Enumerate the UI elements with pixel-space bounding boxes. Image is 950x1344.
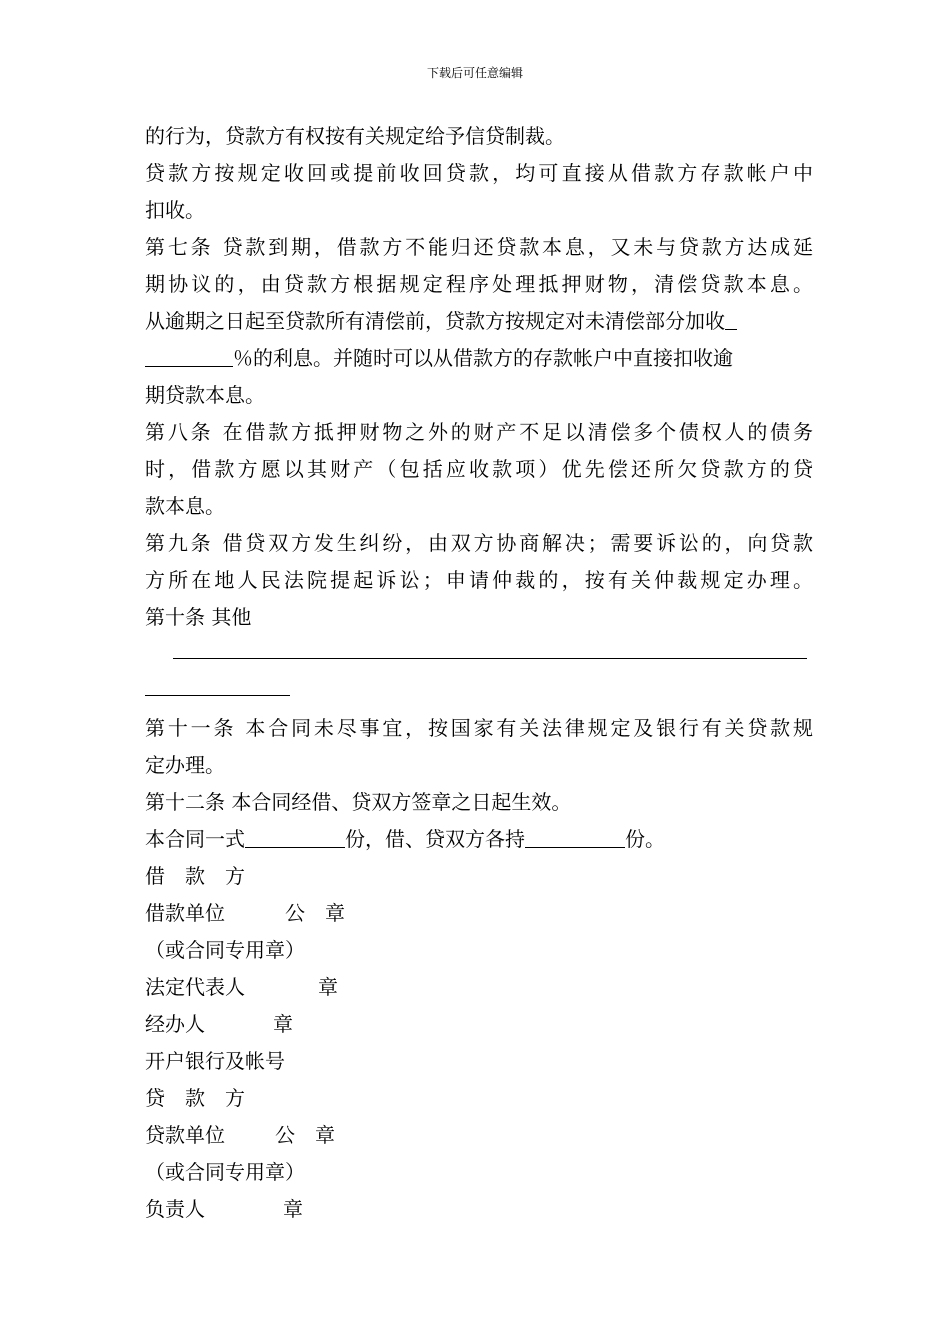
responsible-line — [145, 1191, 813, 1228]
article-10-line: 第十条 其他 — [145, 605, 252, 629]
paragraph-line: 时，借款方愿以其财产（包括应收款项）优先偿还所欠贷款方的贷 — [145, 457, 813, 481]
contract-body — [145, 118, 813, 1228]
page-header: 下载后可任意编辑 — [426, 66, 523, 80]
handler-line — [145, 1006, 813, 1043]
copies-text: 份。 — [625, 827, 665, 851]
paragraph-line — [145, 340, 813, 377]
borrower-seal-label: 公 章 — [285, 901, 345, 925]
responsible-seal-label: 章 — [283, 1197, 303, 1221]
each-party-copies-blank — [525, 827, 625, 848]
lender-unit-label: 贷款单位 — [145, 1123, 225, 1147]
borrower-unit-label: 借款单位 — [145, 901, 225, 925]
article-11-line: 第十一条 本合同未尽事宜，按国家有关法律规定及银行有关贷款规 — [145, 716, 813, 740]
paragraph-line: 期贷款本息。 — [145, 383, 265, 407]
legal-rep-line — [145, 969, 813, 1006]
borrower-unit-line — [145, 895, 813, 932]
paragraph-line: 方所在地人民法院提起诉讼；申请仲裁的，按有关仲裁规定办理。 — [145, 568, 813, 592]
borrower-heading: 借 款 方 — [145, 864, 245, 888]
handler-label: 经办人 — [145, 1012, 205, 1036]
contract-seal-note: （或合同专用章） — [145, 1160, 305, 1184]
handler-seal-label: 章 — [273, 1012, 293, 1036]
total-copies-blank — [245, 827, 345, 848]
blank-rule — [145, 695, 290, 696]
paragraph-line: 贷款方按规定收回或提前收回贷款，均可直接从借款方存款帐户中 — [145, 161, 813, 185]
other-terms-blank-line — [145, 636, 813, 673]
paragraph-line: 期协议的，由贷款方根据规定程序处理抵押财物，清偿贷款本息。 — [145, 272, 813, 296]
paragraph-text: ％的利息。并随时可以从借款方的存款帐户中直接扣收逾 — [233, 346, 733, 370]
blank-rule — [173, 658, 807, 659]
interest-rate-blank — [145, 346, 233, 367]
paragraph-line: 定办理。 — [145, 753, 225, 777]
article-7-line: 第七条 贷款到期，借款方不能归还贷款本息，又未与贷款方达成延 — [145, 235, 813, 259]
article-12-line: 第十二条 本合同经借、贷双方签章之日起生效。 — [145, 790, 572, 814]
paragraph-text: 从逾期之日起至贷款所有清偿前，贷款方按规定对未清偿部分加收 — [145, 309, 725, 333]
copies-text: 份，借、贷双方各持 — [345, 827, 525, 851]
lender-unit-line — [145, 1117, 813, 1154]
legal-rep-label: 法定代表人 — [145, 975, 245, 999]
copies-text: 本合同一式 — [145, 827, 245, 851]
paragraph-line: 款本息。 — [145, 494, 225, 518]
interest-rate-blank-start — [725, 309, 737, 330]
paragraph-line: 的行为，贷款方有权按有关规定给予信贷制裁。 — [145, 124, 565, 148]
lender-heading: 贷 款 方 — [145, 1086, 245, 1110]
paragraph-line: 扣收。 — [145, 198, 205, 222]
responsible-label: 负责人 — [145, 1197, 205, 1221]
bank-account-line: 开户银行及帐号 — [145, 1049, 285, 1073]
lender-seal-label: 公 章 — [275, 1123, 335, 1147]
legal-rep-seal-label: 章 — [318, 975, 338, 999]
other-terms-blank-line — [145, 673, 813, 710]
contract-seal-note: （或合同专用章） — [145, 938, 305, 962]
paragraph-line — [145, 303, 813, 340]
article-9-line: 第九条 借贷双方发生纠纷，由双方协商解决；需要诉讼的，向贷款 — [145, 531, 813, 555]
copies-line — [145, 821, 813, 858]
article-8-line: 第八条 在借款方抵押财物之外的财产不足以清偿多个债权人的债务 — [145, 420, 813, 444]
